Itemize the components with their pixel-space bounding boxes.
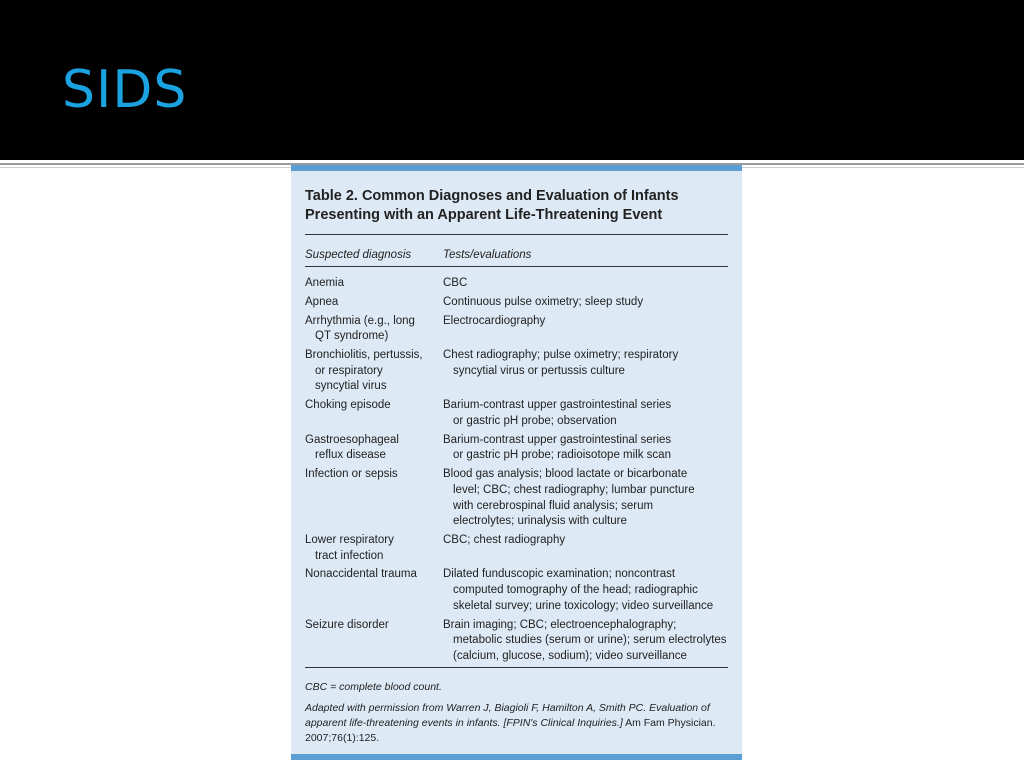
tests-cell [443, 295, 730, 311]
diagnosis-line: tract infection [315, 549, 384, 562]
diagnosis-line: Bronchiolitis, pertussis, [305, 349, 423, 362]
tests-line: syncytial virus or pertussis culture [453, 364, 625, 377]
diagnosis-line: or respiratory [315, 364, 383, 377]
table-body [305, 276, 730, 668]
table-rule [305, 667, 728, 668]
diagnosis-cell [305, 295, 443, 311]
table-row [305, 348, 730, 395]
tests-cell [443, 314, 730, 345]
table-row [305, 433, 730, 464]
diagnosis-line: Seizure disorder [305, 618, 389, 631]
tests-cell [443, 533, 730, 564]
tests-cell [443, 567, 730, 614]
tests-cell [443, 467, 730, 529]
diagnosis-line: Anemia [305, 277, 344, 289]
tests-line: Barium-contrast upper gastrointestinal series [443, 433, 672, 446]
tests-line: computed tomography of the head; radiographic [453, 584, 698, 597]
diagnosis-cell [305, 618, 443, 665]
diagnosis-line: Infection or sepsis [305, 468, 398, 481]
tests-line: Continuous pulse oximetry; sleep study [443, 295, 644, 308]
tests-line: Chest radiography; pulse oximetry; respiratory [443, 349, 679, 362]
diagnosis-line: Nonaccidental trauma [305, 568, 417, 581]
tests-line: Electrocardiography [443, 314, 546, 327]
tests-line: Barium-contrast upper gastrointestinal series [443, 399, 672, 412]
table-row [305, 533, 730, 564]
tests-cell [443, 398, 730, 429]
table-rule [305, 266, 728, 267]
tests-cell [443, 433, 730, 464]
tests-line: or gastric pH probe; radioisotope milk scan [453, 449, 671, 462]
table-row [305, 314, 730, 345]
diagnosis-cell [305, 348, 443, 395]
table-title-line: Presenting with an Apparent Life-Threatening Event [305, 207, 663, 223]
diagnosis-cell [305, 567, 443, 614]
abbreviation-note: CBC = complete blood count. [305, 681, 442, 693]
table-row [305, 276, 730, 292]
source-journal: Am Fam Physician. 2007;76(1):125. [305, 717, 716, 744]
table-row [305, 467, 730, 529]
table-title-line: Table 2. Common Diagnoses and Evaluation of Infants [305, 188, 679, 204]
table-row [305, 567, 730, 614]
tests-line: level; CBC; chest radiography; lumbar puncture [453, 483, 695, 496]
table-row [305, 618, 730, 665]
diagnosis-cell [305, 533, 443, 564]
table-row [305, 398, 730, 429]
column-header-diagnosis: Suspected diagnosis [305, 249, 412, 261]
diagnosis-line: QT syndrome) [315, 330, 389, 343]
tests-line: electrolytes; urinalysis with culture [453, 515, 627, 528]
tests-line: CBC; chest radiography [443, 533, 566, 546]
diagnosis-cell [305, 398, 443, 429]
tests-line: metabolic studies (serum or urine); serum electrolytes [453, 634, 727, 647]
tests-line: Brain imaging; CBC; electroencephalography; [443, 618, 677, 631]
column-header-tests: Tests/evaluations [443, 249, 532, 261]
tests-line: Blood gas analysis; blood lactate or bicarbonate [443, 468, 688, 481]
source-citation: Adapted with permission from Warren J, Biagioli F, Hamilton A, Smith PC. Evaluation of apparent life-threatening events in infants. [FPIN's Clinical Inquiries.] [305, 702, 710, 729]
diagnosis-cell [305, 276, 443, 292]
tests-line: skeletal survey; urine toxicology; video surveillance [453, 599, 714, 612]
diagnosis-line: Choking episode [305, 399, 391, 412]
diagnosis-line: reflux disease [315, 449, 386, 462]
diagnosis-cell [305, 433, 443, 464]
tests-line: CBC [443, 277, 468, 289]
tests-line: with cerebrospinal fluid analysis; serum [453, 499, 654, 512]
diagnosis-line: Apnea [305, 295, 339, 308]
source-note [305, 701, 730, 746]
table-row [305, 295, 730, 311]
tests-cell [443, 348, 730, 395]
table-image [291, 165, 742, 760]
table-title [305, 187, 730, 225]
diagnosis-line: Lower respiratory [305, 533, 394, 546]
tests-cell [443, 276, 730, 292]
slide-title: SIDS [62, 60, 188, 120]
tests-line: (calcium, glucose, sodium); video surveillance [453, 649, 687, 662]
tests-line: or gastric pH probe; observation [453, 414, 617, 427]
diagnosis-cell [305, 467, 443, 529]
diagnosis-line: syncytial virus [315, 380, 387, 393]
table-rule [305, 234, 728, 235]
diagnosis-line: Arrhythmia (e.g., long [305, 314, 415, 327]
diagnosis-line: Gastroesophageal [305, 433, 399, 446]
tests-cell [443, 618, 730, 665]
diagnosis-cell [305, 314, 443, 345]
tests-line: Dilated funduscopic examination; noncontrast [443, 568, 676, 581]
title-bar [0, 0, 1024, 160]
